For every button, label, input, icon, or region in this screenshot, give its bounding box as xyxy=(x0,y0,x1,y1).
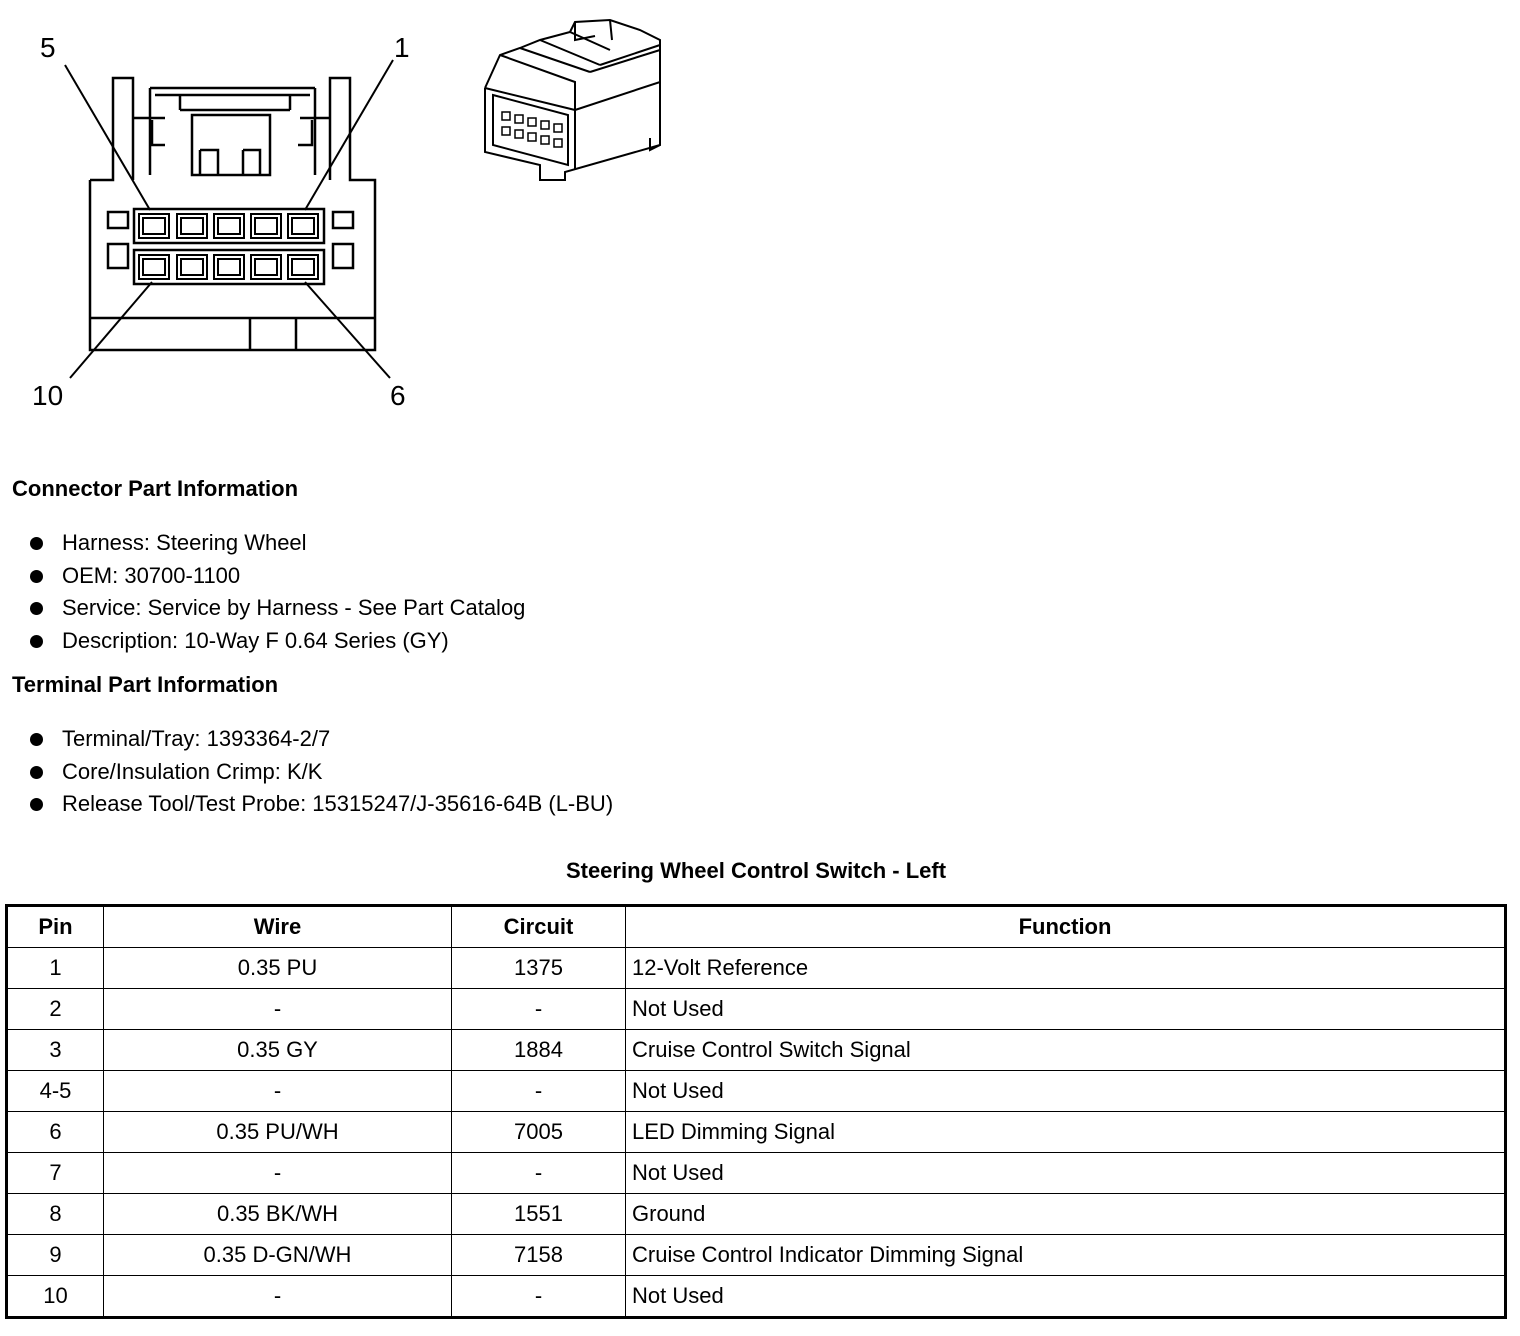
cell-pin: 2 xyxy=(7,989,104,1030)
cell-pin: 10 xyxy=(7,1276,104,1318)
cell-circuit: - xyxy=(452,1153,626,1194)
header-wire: Wire xyxy=(104,906,452,948)
table-header-row xyxy=(7,906,1506,948)
cell-function: 12-Volt Reference xyxy=(626,948,1506,989)
cell-function: Not Used xyxy=(626,989,1506,1030)
cell-pin: 8 xyxy=(7,1194,104,1235)
table-row xyxy=(7,1235,1506,1276)
cell-function: Cruise Control Indicator Dimming Signal xyxy=(626,1235,1506,1276)
list-item: Core/Insulation Crimp: K/K xyxy=(30,756,613,789)
table-row xyxy=(7,948,1506,989)
cell-function: Not Used xyxy=(626,1071,1506,1112)
cell-wire: 0.35 PU xyxy=(104,948,452,989)
cell-circuit: 7005 xyxy=(452,1112,626,1153)
cell-circuit: 1375 xyxy=(452,948,626,989)
cell-circuit: 1884 xyxy=(452,1030,626,1071)
pin-label-1: 1 xyxy=(394,32,410,63)
cell-wire: 0.35 BK/WH xyxy=(104,1194,452,1235)
connector-info-title: Connector Part Information xyxy=(12,476,299,501)
cell-function: Cruise Control Switch Signal xyxy=(626,1030,1506,1071)
table-row xyxy=(7,989,1506,1030)
table-row xyxy=(7,1112,1506,1153)
header-pin: Pin xyxy=(7,906,104,948)
cell-circuit: 7158 xyxy=(452,1235,626,1276)
connector-3d-illustration xyxy=(0,0,700,190)
table-title: Steering Wheel Control Switch - Left xyxy=(565,858,947,883)
pin-label-10: 10 xyxy=(32,380,64,411)
cell-wire: - xyxy=(104,1153,452,1194)
list-item: Release Tool/Test Probe: 15315247/J-35616-64B (L-BU) xyxy=(30,788,613,821)
table-row xyxy=(7,1194,1506,1235)
cell-wire: 0.35 PU/WH xyxy=(104,1112,452,1153)
table-row xyxy=(7,1276,1506,1318)
cell-function: LED Dimming Signal xyxy=(626,1112,1506,1153)
cell-wire: 0.35 GY xyxy=(104,1030,452,1071)
pin-label-5: 5 xyxy=(40,32,56,63)
cell-pin: 4-5 xyxy=(7,1071,104,1112)
cell-function: Not Used xyxy=(626,1153,1506,1194)
cell-function: Ground xyxy=(626,1194,1506,1235)
table-row xyxy=(7,1071,1506,1112)
pin-label-6: 6 xyxy=(390,380,406,411)
cell-circuit: - xyxy=(452,1071,626,1112)
cell-wire: - xyxy=(104,1071,452,1112)
cell-pin: 6 xyxy=(7,1112,104,1153)
terminal-info-list xyxy=(30,723,613,821)
connector-info-list xyxy=(30,527,525,658)
table-row xyxy=(7,1153,1506,1194)
cell-pin: 9 xyxy=(7,1235,104,1276)
list-item: Harness: Steering Wheel xyxy=(30,527,525,560)
cell-pin: 3 xyxy=(7,1030,104,1071)
list-item: Service: Service by Harness - See Part Catalog xyxy=(30,592,525,625)
cell-pin: 7 xyxy=(7,1153,104,1194)
pin-table xyxy=(5,904,1507,1319)
cell-wire: - xyxy=(104,1276,452,1318)
table-row xyxy=(7,1030,1506,1071)
terminal-info-title: Terminal Part Information xyxy=(12,672,279,697)
cell-wire: 0.35 D-GN/WH xyxy=(104,1235,452,1276)
list-item: OEM: 30700-1100 xyxy=(30,560,525,593)
header-function: Function xyxy=(626,906,1506,948)
list-item: Terminal/Tray: 1393364-2/7 xyxy=(30,723,613,756)
cell-circuit: - xyxy=(452,1276,626,1318)
cell-circuit: 1551 xyxy=(452,1194,626,1235)
header-circuit: Circuit xyxy=(452,906,626,948)
list-item: Description: 10-Way F 0.64 Series (GY) xyxy=(30,625,525,658)
cell-function: Not Used xyxy=(626,1276,1506,1318)
cell-circuit: - xyxy=(452,989,626,1030)
cell-wire: - xyxy=(104,989,452,1030)
cell-pin: 1 xyxy=(7,948,104,989)
